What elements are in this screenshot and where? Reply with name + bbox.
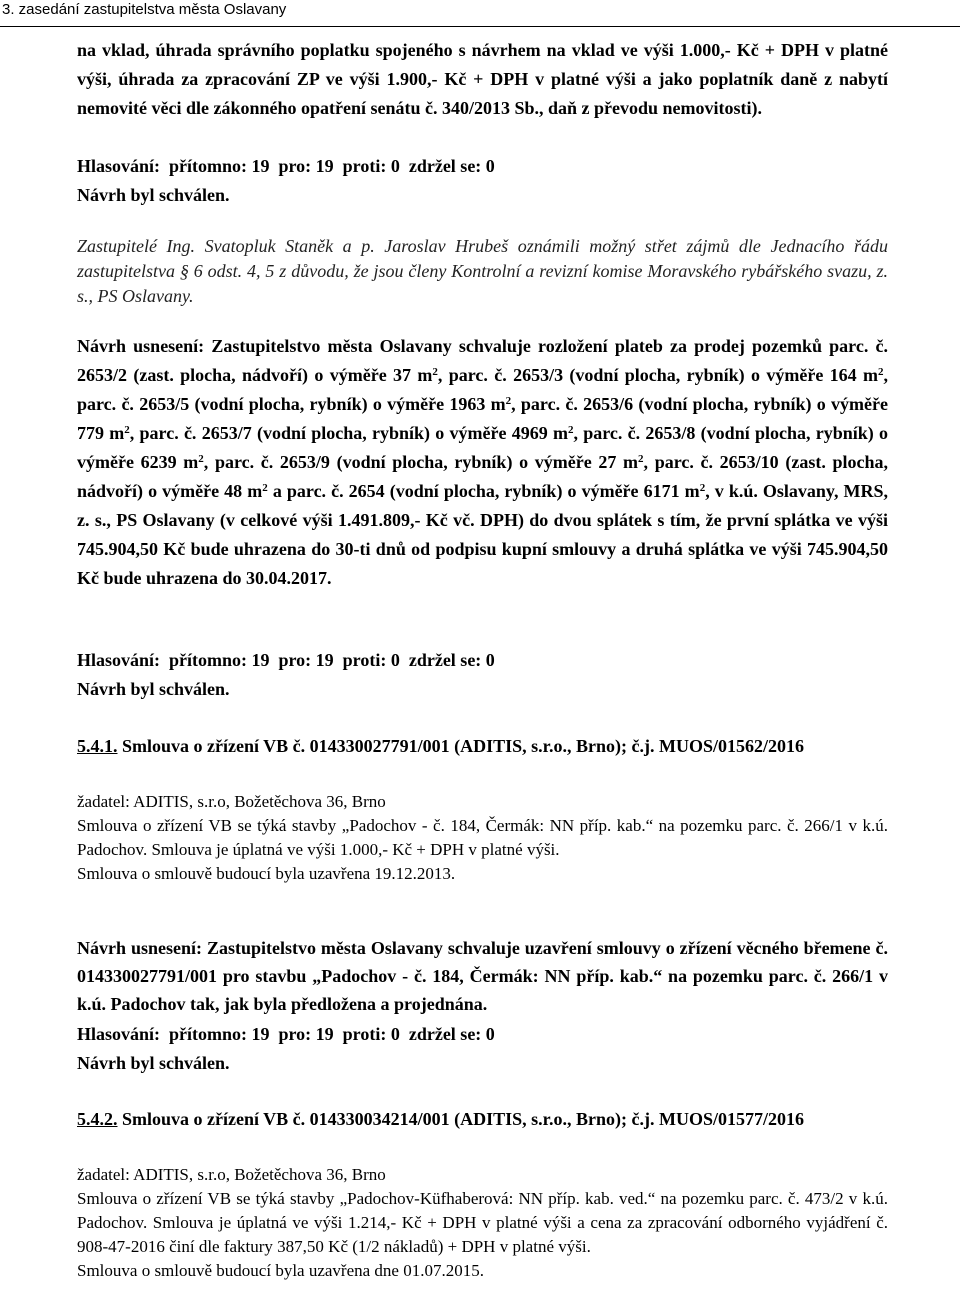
resolution-text-10: , v k.ú. Oslavany, MRS, z. s., PS Oslavany (v celkové výši 1.491.809,- Kč vč. DPH) do dvou splátek s tím, že první splátka ve výši 745.904,50 Kč bude uhrazena do 30-ti dnů od podpisu kupní smlouvy a druhá splátka ve výši 745.904,50 Kč bude uhrazena do 30.04.2017. [77, 481, 889, 588]
superscript: 2 [505, 395, 512, 407]
superscript: 2 [124, 424, 130, 436]
superscript: 2 [262, 482, 268, 494]
resolution-text-4: , parc. č. 2653/6 (vodní plocha, rybník) o výměře 779 m [77, 394, 889, 443]
item-number: 5.4.1. [77, 736, 118, 756]
resolution-text-8: , parc. č. 2653/10 (zast. plocha, nádvoří) o výměře 48 m [77, 452, 888, 501]
conflict-note: Zastupitelé Ing. Svatopluk Staněk a p. Jaroslav Hrubeš oznámili možný střet zájmů dle Jednacího řádu zastupitelstva § 6 odst. 4, 5 z důvodu, že jsou členy Kontrolní a revizní komise Moravského rybářského svazu, z. s., PS Oslavany. [77, 236, 888, 306]
applicant-line: žadatel: ADITIS, s.r.o, Božetěchova 36, Brno [77, 1165, 386, 1184]
item-title: Smlouva o zřízení VB č. 014330034214/001 (ADITIS, s.r.o., Brno); č.j. MUOS/01577/2016 [117, 1109, 804, 1129]
continued-paragraph: na vklad, úhrada správního poplatku spojeného s návrhem na vklad ve výši 1.000,- Kč + DPH v platné výši, úhrada za zpracování ZP ve výši 1.900,- Kč + DPH v platné výši a jako poplatník daně z nabytí nemovité věci dle zákonného opatření senátu č. 340/2013 Sb., daň z převodu nemovitosti). [77, 40, 888, 118]
future-contract-line: Smlouva o smlouvě budoucí byla uzavřena dne 01.07.2015. [77, 1261, 484, 1280]
vote-line: Hlasování: přítomno: 19 pro: 19 proti: 0 zdržel se: 0 [77, 1024, 495, 1044]
vote-result: Návrh byl schválen. [77, 1053, 230, 1073]
resolution-text-9: a parc. č. 2654 (vodní plocha, rybník) o výměře 6171 m [267, 481, 700, 501]
vote-block-2 [77, 646, 888, 704]
item-5-4-2-body [77, 1163, 888, 1283]
resolution-paragraph [77, 332, 888, 593]
page-header [0, 0, 960, 26]
item-5-4-1-proposal [77, 934, 888, 1018]
resolution-text-2: , parc. č. 2653/3 (vodní plocha, rybník) o výměře 164 m [437, 365, 879, 385]
resolution-paragraph: Návrh usnesení: Zastupitelstvo města Oslavany schvaluje uzavření smlouvy o zřízení věcného břemene č. 014330027791/001 pro stavbu „Padochov - č. 184, Čermák: NN příp. kab.“ na pozemku parc. č. 266/1 v k.ú. Padochov tak, jak byla předložena a projednána. [77, 938, 888, 1014]
header-divider [0, 26, 960, 27]
superscript: 2 [432, 366, 438, 378]
item-number: 5.4.2. [77, 1109, 118, 1129]
resolution-text-6: , parc. č. 2653/8 (vodní plocha, rybník) o výměře 6239 m [77, 423, 889, 472]
resolution-text-7: , parc. č. 2653/9 (vodní plocha, rybník) o výměře 27 m [203, 452, 639, 472]
superscript: 2 [568, 424, 574, 436]
item-5-4-1-body [77, 790, 888, 886]
vote-line: Hlasování: přítomno: 19 pro: 19 proti: 0 zdržel se: 0 [77, 156, 495, 176]
contract-description: Smlouva o zřízení VB se týká stavby „Padochov-Küfhaberová: NN příp. kab. ved.“ na pozemku parc. č. 473/2 v k.ú. Padochov. Smlouva je úplatná ve výši 1.214,- Kč + DPH v platné výši a cena za zpracování odborného vyjádření č. 908-47-2016 činí dle faktury 387,50 Kč (1/2 nákladů) + DPH v platné výši. [77, 1189, 888, 1256]
vote-block-1 [77, 152, 888, 210]
applicant-line: žadatel: ADITIS, s.r.o, Božetěchova 36, Brno [77, 792, 386, 811]
vote-block-3 [77, 1020, 888, 1078]
resolution-text-1: Návrh usnesení: Zastupitelstvo města Oslavany schvaluje rozložení plateb za prodej pozemků parc. č. 2653/2 (zast. plocha, nádvoří) o výměře 37 m [77, 336, 888, 385]
conflict-note-block [77, 234, 888, 309]
header-title: 3. zasedání zastupitelstva města Oslavany [2, 1, 287, 18]
superscript: 2 [638, 453, 644, 465]
item-heading [77, 733, 888, 760]
vote-result: Návrh byl schválen. [77, 185, 230, 205]
superscript: 2 [878, 366, 884, 378]
superscript: 2 [198, 453, 204, 465]
vote-line: Hlasování: přítomno: 19 pro: 19 proti: 0 zdržel se: 0 [77, 650, 495, 670]
future-contract-line: Smlouva o smlouvě budoucí byla uzavřena 19.12.2013. [77, 864, 456, 883]
contract-description: Smlouva o zřízení VB se týká stavby „Padochov - č. 184, Čermák: NN příp. kab.“ na pozemku parc. č. 266/1 v k.ú. Padochov. Smlouva je úplatná ve výši 1.000,- Kč + DPH v platné výši. [77, 816, 888, 859]
resolution-text-3: , parc. č. 2653/5 (vodní plocha, rybník) o výměře 1963 m [77, 365, 889, 414]
superscript: 2 [699, 482, 706, 494]
item-heading [77, 1106, 888, 1133]
resolution-text-5: , parc. č. 2653/7 (vodní plocha, rybník) o výměře 4969 m [129, 423, 568, 443]
resolution-block-1 [77, 332, 888, 593]
vote-result: Návrh byl schválen. [77, 679, 230, 699]
item-5-4-2-heading [77, 1106, 888, 1133]
item-5-4-1-heading [77, 733, 888, 760]
continued-text-block [77, 36, 888, 123]
item-title: Smlouva o zřízení VB č. 014330027791/001 (ADITIS, s.r.o., Brno); č.j. MUOS/01562/2016 [117, 736, 804, 756]
